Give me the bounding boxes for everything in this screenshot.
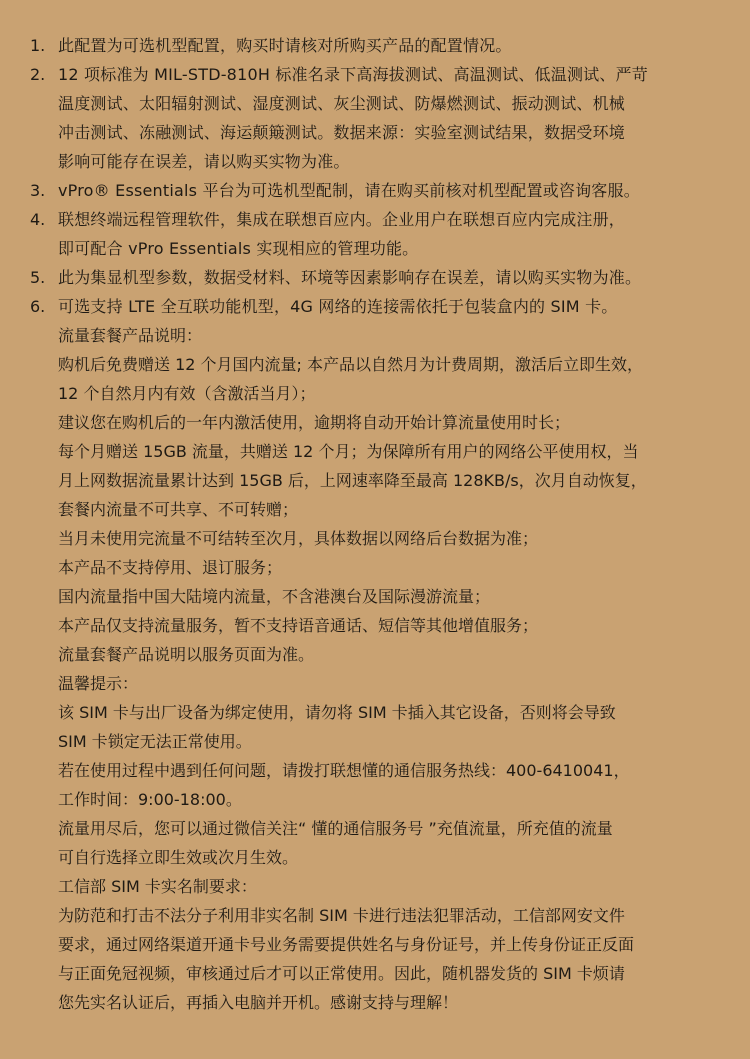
note-line: 此为集显机型参数，数据受材料、环境等因素影响存在误差，请以购买实物为准。 [58,268,642,287]
section-line: 月上网数据流量累计达到 15GB 后，上网速率降至最高 128KB/s，次月自动恢复， [58,471,647,490]
section-heading: 温馨提示： [58,674,139,693]
section-line: 若在使用过程中遇到任何问题，请拨打联想懂的通信服务热线：400-6410041， [58,761,630,780]
note-text [58,263,728,292]
note-line: 温度测试、太阳辐射测试、湿度测试、灰尘测试、防爆燃测试、振动测试、机械 [58,94,626,113]
note-line: 即可配合 vPro Essentials 实现相应的管理功能。 [58,239,419,258]
note-item [30,31,728,60]
note-item [30,176,728,205]
section-line: 流量套餐产品说明以服务页面为准。 [58,645,315,664]
section-line: 要求，通过网络渠道开通卡号业务需要提供姓名与身份证号，并上传身份证正反面 [58,935,635,954]
section-line: 当月未使用完流量不可结转至次月，具体数据以网络后台数据为准； [58,529,539,548]
info-section [30,321,728,669]
section-line: 套餐内流量不可共享、不可转赠； [58,500,299,519]
section-line: 为防范和打击不法分子利用非实名制 SIM 卡进行违法犯罪活动，工信部网安文件 [58,906,625,925]
note-line: 影响可能存在误差，请以购买实物为准。 [58,152,350,171]
note-number: 2. [30,65,46,84]
section-line: 您先实名认证后，再插入电脑并开机。感谢支持与理解！ [58,993,459,1012]
note-text [58,31,728,60]
section-line: 国内流量指中国大陆境内流量，不含港澳台及国际漫游流量； [58,587,491,606]
note-line: vPro® Essentials 平台为可选机型配制，请在购买前核对机型配置或咨询客服。 [58,181,640,200]
section-line: 本产品不支持停用、退订服务； [58,558,283,577]
section-line: SIM 卡锁定无法正常使用。 [58,732,252,751]
note-number: 6. [30,297,46,316]
note-number: 1. [30,36,46,55]
section-line: 该 SIM 卡与出厂设备为绑定使用，请勿将 SIM 卡插入其它设备，否则将会导致 [58,703,616,722]
note-item [30,205,728,263]
note-item [30,263,728,292]
section-line: 购机后免费赠送 12 个月国内流量; 本产品以自然月为计费周期，激活后立即生效， [58,355,644,374]
note-number: 5. [30,268,46,287]
info-section [30,872,728,1017]
section-line: 与正面免冠视频，审核通过后才可以正常使用。因此，随机器发货的 SIM 卡烦请 [58,964,625,983]
note-line: 可选支持 LTE 全互联功能机型，4G 网络的连接需依托于包装盒内的 SIM 卡。 [58,297,618,316]
section-line: 12 个自然月内有效（含激活当月）； [58,384,316,403]
section-line: 流量用尽后，您可以通过微信关注“ 懂的通信服务号 ”充值流量，所充值的流量 [58,819,613,838]
note-item [30,60,728,176]
note-number: 3. [30,181,46,200]
note-text [58,176,728,205]
note-text [58,292,728,321]
section-heading: 工信部 SIM 卡实名制要求： [58,877,257,896]
section-line: 工作时间：9:00-18:00。 [58,790,242,809]
section-line: 本产品仅支持流量服务，暂不支持语音通话、短信等其他增值服务； [58,616,539,635]
extra-sections [30,321,728,1017]
section-heading: 流量套餐产品说明： [58,326,203,345]
note-line: 冲击测试、冻融测试、海运颠簸测试。数据来源：实验室测试结果，数据受环境 [58,123,626,142]
note-line: 此配置为可选机型配置，购买时请核对所购买产品的配置情况。 [58,36,512,55]
note-text [58,60,728,176]
note-line: 联想终端远程管理软件，集成在联想百应内。企业用户在联想百应内完成注册， [58,210,626,229]
note-number: 4. [30,210,46,229]
info-section [30,669,728,872]
note-text [58,205,728,263]
section-line: 可自行选择立即生效或次月生效。 [58,848,299,867]
section-line: 建议您在购机后的一年内激活使用，逾期将自动开始计算流量使用时长； [58,413,571,432]
section-line: 每个月赠送 15GB 流量，共赠送 12 个月；为保障所有用户的网络公平使用权，当 [58,442,639,461]
note-line: 12 项标准为 MIL-STD-810H 标准名录下高海拔测试、高温测试、低温测试、严苛 [58,65,648,84]
note-item [30,292,728,321]
numbered-notes-list [30,31,728,321]
